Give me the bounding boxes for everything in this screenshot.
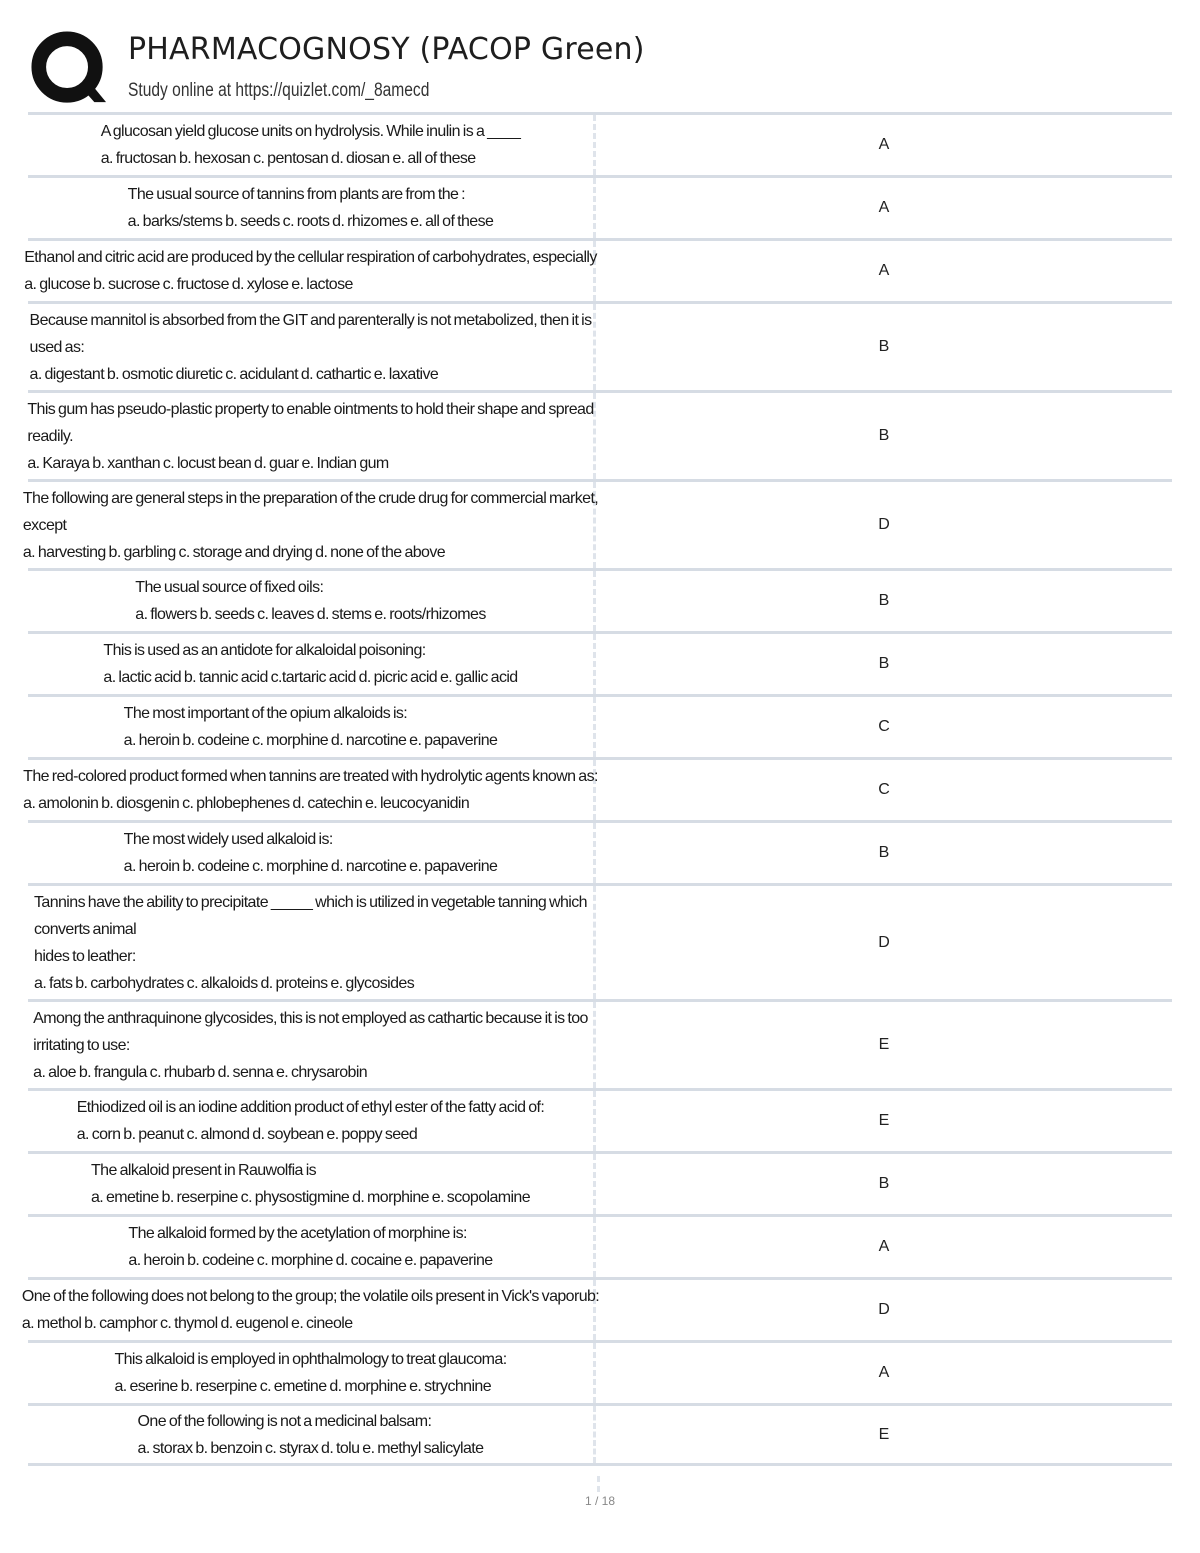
question-cell — [28, 1002, 596, 1088]
question-line: used as: — [29, 338, 85, 356]
question-text — [124, 826, 498, 880]
table-row — [28, 1403, 1172, 1466]
answer-cell: A — [878, 199, 890, 216]
question-text — [33, 1005, 588, 1086]
question-text — [124, 700, 498, 754]
question-line: Because mannitol is absorbed from the GIT and parenterally is not metabolized, then it is — [29, 311, 592, 329]
table-row — [28, 1340, 1172, 1403]
question-line: a. heroin b. codeine c. morphine d. narcotine e. papaverine — [123, 858, 498, 875]
question-line: a. lactic acid b. tannic acid c.tartaric acid d. picric acid e. gallic acid — [103, 669, 518, 686]
table-row — [28, 568, 1172, 631]
table-row — [28, 631, 1172, 694]
question-line: Among the anthraquinone glycosides, this is not employed as cathartic because it is too — [33, 1009, 588, 1027]
question-cell — [21, 1280, 600, 1340]
question-line: hides to leather: — [34, 947, 136, 965]
question-cell — [24, 241, 597, 301]
divider — [597, 1476, 600, 1492]
question-line: The red-colored product formed when tannins are treated with hydrolytic agents known as: — [23, 768, 598, 785]
question-line: This gum has pseudo-plastic property to enable ointments to hold their shape and spread — [27, 400, 594, 418]
question-line: a. corn b. peanut c. almond d. soybean e. poppy seed — [76, 1126, 418, 1143]
table-row — [28, 1151, 1172, 1214]
question-line: a. heroin b. codeine c. morphine d. cocaine e. papaverine — [128, 1252, 493, 1269]
question-line: Ethiodized oil is an iodine addition product of ethyl ester of the fatty acid of: — [76, 1099, 545, 1116]
question-line: Tannins have the ability to precipitate _____ which is utilized in vegetable tanning which — [34, 893, 587, 911]
study-link[interactable]: Study online at https://quizlet.com/_8amecd — [128, 80, 430, 101]
answer-cell: A — [878, 262, 890, 279]
question-line: The most widely used alkaloid is: — [123, 831, 333, 848]
answer-cell: B — [878, 338, 890, 355]
question-line: The usual source of fixed oils: — [135, 579, 324, 596]
question-text — [128, 181, 494, 235]
answer-cell: B — [878, 655, 890, 672]
question-cell — [28, 304, 596, 390]
table-row — [28, 301, 1172, 390]
question-line: a. fats b. carbohydrates c. alkaloids d. proteins e. glycosides — [34, 974, 415, 992]
question-text — [23, 763, 598, 817]
question-line: a. Karaya b. xanthan c. locust bean d. guar e. Indian gum — [27, 454, 389, 472]
question-text — [27, 396, 593, 477]
question-cell — [28, 1154, 596, 1214]
question-line: The following are general steps in the preparation of the crude drug for commercial market, — [22, 489, 599, 507]
question-line: a. harvesting b. garbling c. storage and drying d. none of the above — [22, 543, 446, 561]
table-row — [28, 1214, 1172, 1277]
table-row — [28, 1088, 1172, 1151]
answer-cell: B — [878, 1175, 890, 1192]
answer-cell: C — [878, 718, 890, 735]
answer-cell: A — [878, 1238, 890, 1255]
answer-cell: A — [878, 136, 890, 153]
question-line: a. methol b. camphor c. thymol d. eugenol e. cineole — [21, 1315, 353, 1332]
flashcard-table — [21, 112, 1172, 1466]
question-text — [138, 1408, 484, 1462]
table-row — [28, 694, 1172, 757]
question-line: readily. — [27, 427, 73, 445]
table-row — [28, 390, 1172, 479]
question-cell — [28, 115, 596, 175]
table-row — [22, 479, 1172, 568]
answer-cell: B — [878, 844, 890, 861]
answer-cell: D — [878, 933, 890, 951]
question-text — [77, 1094, 545, 1148]
table-row — [23, 757, 1172, 820]
answer-cell: D — [878, 516, 890, 533]
answer-cell: B — [878, 427, 890, 444]
answer-cell: E — [878, 1425, 890, 1443]
question-line: Ethanol and citric acid are produced by the cellular respiration of carbohydrates, especially — [24, 249, 597, 266]
question-line: irritating to use: — [33, 1036, 130, 1054]
question-line: except — [22, 516, 67, 534]
question-line: One of the following does not belong to the group; the volatile oils present in Vick's vaporub: — [21, 1288, 600, 1305]
question-cell — [28, 1091, 596, 1151]
question-line: The usual source of tannins from plants are from the : — [127, 186, 466, 203]
question-text — [101, 118, 521, 172]
question-text — [128, 1220, 492, 1274]
question-text — [91, 1157, 530, 1211]
question-cell — [28, 1406, 596, 1463]
question-line: converts animal — [34, 920, 137, 938]
answer-cell: B — [878, 592, 890, 609]
table-row — [28, 820, 1172, 883]
question-line: The alkaloid present in Rauwolfia is — [90, 1162, 317, 1179]
question-line: a. amolonin b. diosgenin c. phlobephenes d. catechin e. leucocyanidin — [23, 795, 470, 812]
table-row — [21, 1277, 1172, 1340]
quizlet-logo-icon — [30, 30, 108, 108]
question-cell — [28, 571, 596, 631]
question-text — [24, 244, 597, 298]
question-line: This is used as an antidote for alkaloidal poisoning: — [103, 642, 426, 659]
question-line: a. eserine b. reserpine c. emetine d. morphine e. strychnine — [114, 1378, 492, 1395]
question-text — [30, 307, 592, 388]
question-cell — [22, 482, 599, 568]
question-text — [114, 1346, 506, 1400]
question-cell — [28, 393, 596, 479]
answer-cell: A — [878, 1364, 890, 1381]
question-text — [103, 637, 517, 691]
question-line: a. flowers b. seeds c. leaves d. stems e. roots/rhizomes — [135, 606, 486, 623]
table-row — [28, 883, 1172, 999]
question-cell — [28, 634, 596, 694]
page-title: PHARMACOGNOSY (PACOP Green) — [128, 32, 645, 67]
question-text — [135, 574, 485, 628]
answer-cell: E — [878, 1036, 890, 1053]
question-text — [34, 889, 587, 997]
page-number: 1 / 18 — [584, 1494, 616, 1508]
question-cell — [23, 760, 598, 820]
question-line: a. glucose b. sucrose c. fructose d. xylose e. lactose — [24, 276, 353, 293]
question-line: a. aloe b. frangula c. rhubarb d. senna e. chrysarobin — [33, 1063, 368, 1081]
question-line: a. heroin b. codeine c. morphine d. narcotine e. papaverine — [123, 732, 498, 749]
question-cell — [28, 823, 596, 883]
question-cell — [28, 886, 596, 999]
question-line: One of the following is not a medicinal balsam: — [137, 1412, 432, 1430]
question-line: This alkaloid is employed in ophthalmology to treat glaucoma: — [114, 1351, 507, 1368]
question-cell — [28, 1217, 596, 1277]
answer-cell: D — [878, 1301, 890, 1318]
table-row — [28, 175, 1172, 238]
table-row — [24, 238, 1172, 301]
question-line: a. digestant b. osmotic diuretic c. acidulant d. cathartic e. laxative — [29, 365, 439, 383]
table-row — [28, 999, 1172, 1088]
question-line: A glucosan yield glucose units on hydrolysis. While inulin is a ____ — [100, 123, 521, 140]
question-line: a. emetine b. reserpine c. physostigmine d. morphine e. scopolamine — [90, 1189, 531, 1206]
page-header — [30, 28, 1180, 112]
question-cell — [28, 1343, 596, 1403]
answer-cell: E — [878, 1112, 890, 1129]
table-row — [28, 112, 1172, 175]
question-line: a. storax b. benzoin c. styrax d. tolu e. methyl salicylate — [137, 1439, 484, 1457]
question-cell — [28, 697, 596, 757]
question-cell — [28, 178, 596, 238]
question-text — [22, 1283, 599, 1337]
question-line: a. barks/stems b. seeds c. roots d. rhizomes e. all of these — [127, 213, 494, 230]
question-text — [23, 485, 598, 566]
question-line: The most important of the opium alkaloids is: — [123, 705, 408, 722]
question-line: The alkaloid formed by the acetylation of morphine is: — [128, 1225, 467, 1242]
answer-cell: C — [878, 781, 890, 798]
question-line: a. fructosan b. hexosan c. pentosan d. diosan e. all of these — [100, 150, 476, 167]
